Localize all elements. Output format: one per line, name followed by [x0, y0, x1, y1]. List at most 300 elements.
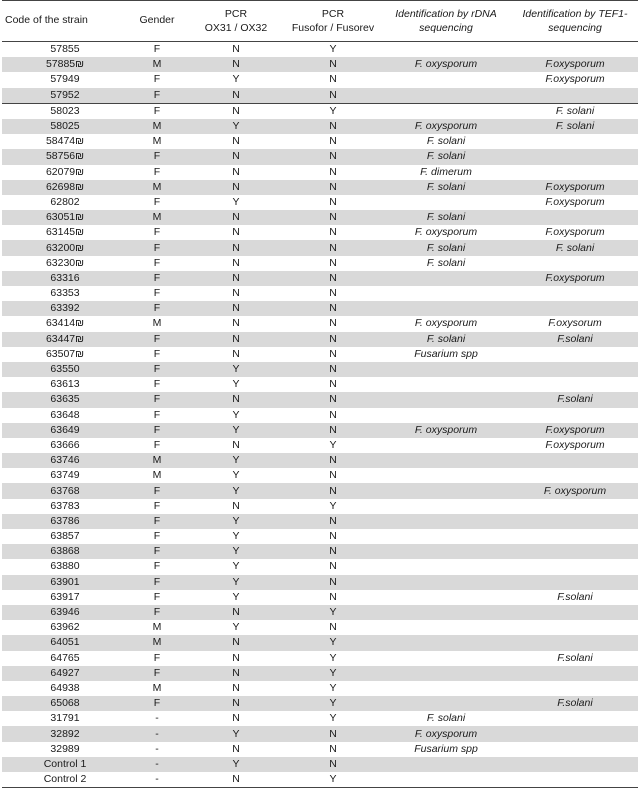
cell-gender: F — [128, 483, 186, 498]
cell-tef1: F.solani — [557, 590, 593, 603]
table-row — [2, 499, 638, 514]
cell-gender: F — [128, 392, 186, 407]
cell-rdna: F. oxysporum — [380, 119, 512, 134]
cell-code: 62802 — [50, 195, 80, 208]
cell-gender: M — [128, 635, 186, 650]
cell-rdna — [380, 88, 512, 104]
cell-pcr-ox: N — [186, 57, 286, 72]
cell-pcr-fuso: Y — [329, 499, 337, 512]
cell-pcr-fuso: Y — [286, 605, 380, 620]
cell-tef1 — [512, 529, 638, 544]
cell-pcr-ox: N — [232, 651, 240, 664]
cell-pcr-ox: N — [232, 135, 240, 148]
cell-pcr-ox: Y — [186, 757, 286, 772]
cell-pcr-ox: N — [186, 301, 286, 316]
cell-rdna — [380, 362, 512, 377]
cell-pcr-ox: Y — [232, 378, 240, 391]
cell-tef1 — [512, 256, 638, 271]
cell-gender: F — [153, 499, 161, 512]
cell-code: 58756₪ — [2, 149, 128, 164]
cell-pcr-ox: N — [186, 271, 286, 286]
cell-pcr-ox: N — [186, 635, 286, 650]
cell-rdna — [380, 620, 512, 635]
cell-gender: F — [128, 696, 186, 711]
cell-gender: F — [128, 240, 186, 255]
cell-rdna: F. solani — [380, 240, 512, 255]
table-row — [2, 423, 638, 438]
cell-tef1 — [512, 165, 638, 180]
cell-pcr-fuso: N — [286, 423, 380, 438]
cell-tef1 — [512, 757, 638, 772]
cell-gender: M — [152, 681, 162, 694]
cell-code: 63962 — [50, 621, 80, 634]
cell-gender: - — [128, 772, 186, 788]
cell-gender: F — [128, 271, 186, 286]
table-row — [2, 483, 638, 498]
cell-pcr-ox: Y — [232, 195, 240, 208]
cell-pcr-fuso: Y — [329, 438, 337, 451]
cell-gender: F — [153, 560, 161, 573]
table-row — [2, 575, 638, 590]
cell-code: 63786 — [2, 514, 128, 529]
cell-gender: F — [153, 73, 161, 86]
cell-pcr-fuso: N — [286, 483, 380, 498]
cell-code: 63447₪ — [2, 332, 128, 347]
cell-gender: F — [153, 408, 161, 421]
cell-rdna — [380, 483, 512, 498]
cell-pcr-fuso: N — [329, 621, 337, 634]
cell-pcr-ox: Y — [232, 621, 240, 634]
cell-pcr-fuso: N — [286, 332, 380, 347]
cell-tef1 — [512, 559, 638, 574]
table-row — [2, 256, 638, 271]
cell-rdna — [380, 635, 512, 650]
table-row — [2, 88, 638, 104]
header-row — [2, 1, 638, 42]
cell-gender: F — [153, 378, 161, 391]
cell-pcr-ox: Y — [232, 530, 240, 543]
cell-gender: - — [155, 712, 159, 725]
cell-pcr-fuso: N — [286, 575, 380, 590]
table-row — [2, 362, 638, 377]
cell-tef1 — [512, 149, 638, 164]
cell-pcr-ox: N — [232, 742, 240, 755]
cell-code: 63649 — [2, 423, 128, 438]
cell-tef1 — [512, 210, 638, 225]
cell-gender: F — [128, 149, 186, 164]
cell-code: 63550 — [2, 362, 128, 377]
cell-pcr-ox: Y — [186, 423, 286, 438]
header-rdna: Identification by rDNA sequencing — [380, 1, 512, 42]
table-row — [2, 286, 638, 301]
cell-pcr-fuso: Y — [329, 712, 337, 725]
cell-pcr-ox: Y — [186, 575, 286, 590]
cell-code: 63746 — [2, 453, 128, 468]
cell-rdna — [380, 103, 512, 119]
table-row — [2, 271, 638, 286]
cell-tef1 — [512, 468, 638, 483]
cell-tef1: F. solani — [512, 240, 638, 255]
cell-rdna — [380, 696, 512, 711]
cell-pcr-fuso: N — [329, 530, 337, 543]
cell-tef1: F.oxysporum — [512, 271, 638, 286]
cell-pcr-fuso: Y — [286, 772, 380, 788]
cell-gender: M — [128, 180, 186, 195]
cell-gender: F — [128, 423, 186, 438]
header-pcr-ox: PCR OX31 / OX32 — [186, 1, 286, 42]
cell-rdna: Fusarium spp — [414, 347, 478, 360]
cell-code: 64765 — [50, 651, 80, 664]
cell-gender: F — [128, 605, 186, 620]
cell-code: 63666 — [50, 438, 80, 451]
table-row — [2, 757, 638, 772]
cell-pcr-fuso: N — [329, 73, 337, 86]
cell-pcr-fuso: N — [329, 135, 337, 148]
cell-rdna — [380, 408, 512, 423]
cell-rdna: F. solani — [380, 332, 512, 347]
cell-pcr-fuso: N — [286, 514, 380, 529]
cell-rdna — [380, 72, 512, 87]
table-row — [2, 605, 638, 620]
table-row — [2, 529, 638, 544]
cell-code: 63635 — [2, 392, 128, 407]
cell-pcr-fuso: N — [329, 742, 337, 755]
cell-gender: F — [128, 666, 186, 681]
table-row — [2, 332, 638, 347]
cell-gender: M — [152, 317, 162, 330]
cell-pcr-ox: N — [186, 605, 286, 620]
cell-pcr-fuso: N — [286, 453, 380, 468]
cell-gender: F — [128, 88, 186, 104]
cell-tef1 — [512, 453, 638, 468]
cell-pcr-ox: N — [186, 180, 286, 195]
cell-gender: F — [153, 256, 161, 269]
cell-tef1 — [512, 134, 638, 149]
cell-pcr-fuso: Y — [329, 651, 337, 664]
cell-gender: M — [128, 119, 186, 134]
cell-rdna: F. oxysporum — [414, 317, 478, 330]
table-row — [2, 392, 638, 407]
cell-code: 63230₪ — [45, 256, 85, 269]
cell-tef1 — [512, 635, 638, 650]
cell-tef1: F. solani — [512, 119, 638, 134]
cell-pcr-ox: Y — [232, 560, 240, 573]
cell-tef1: F.oxysporum — [545, 73, 605, 86]
cell-tef1: F.oxysporum — [512, 423, 638, 438]
cell-code: 63880 — [50, 560, 80, 573]
cell-pcr-ox: N — [186, 696, 286, 711]
cell-code: 63768 — [2, 483, 128, 498]
cell-pcr-fuso: N — [286, 88, 380, 104]
header-tef1: Identification by TEF1- sequencing — [512, 1, 638, 42]
cell-rdna — [380, 605, 512, 620]
cell-tef1 — [512, 575, 638, 590]
cell-rdna — [380, 271, 512, 286]
table-row — [2, 42, 638, 58]
cell-pcr-fuso: N — [286, 544, 380, 559]
cell-pcr-ox: N — [186, 240, 286, 255]
cell-gender: F — [153, 43, 161, 56]
cell-rdna — [380, 301, 512, 316]
cell-code: 57855 — [50, 43, 80, 56]
table-row — [2, 195, 638, 210]
cell-code: 57952 — [2, 88, 128, 104]
cell-gender: M — [152, 621, 162, 634]
cell-pcr-ox: N — [186, 149, 286, 164]
cell-pcr-ox: Y — [232, 469, 240, 482]
strain-table — [2, 0, 638, 788]
cell-gender: F — [128, 332, 186, 347]
cell-pcr-fuso: N — [329, 195, 337, 208]
cell-tef1 — [512, 726, 638, 741]
cell-code: 32989 — [50, 742, 80, 755]
cell-gender: M — [128, 57, 186, 72]
table-row — [2, 347, 638, 362]
cell-tef1: F.oxysporum — [512, 57, 638, 72]
table-row — [2, 377, 638, 392]
cell-pcr-ox: N — [232, 226, 240, 239]
cell-code: 63946 — [2, 605, 128, 620]
cell-code: 31791 — [50, 712, 80, 725]
cell-tef1 — [512, 347, 638, 362]
cell-code: 63145₪ — [45, 226, 85, 239]
cell-code: 58474₪ — [45, 135, 85, 148]
cell-tef1: F.oxysporum — [545, 195, 605, 208]
cell-rdna — [380, 377, 512, 392]
cell-tef1: F.oxysporum — [545, 226, 605, 239]
cell-gender: F — [128, 544, 186, 559]
cell-rdna — [380, 529, 512, 544]
cell-code: 64938 — [50, 681, 80, 694]
cell-pcr-fuso: N — [329, 560, 337, 573]
cell-rdna — [380, 575, 512, 590]
cell-rdna — [380, 42, 512, 58]
table-row — [2, 635, 638, 650]
cell-pcr-fuso: N — [329, 287, 337, 300]
table-row — [2, 240, 638, 255]
cell-code: 63749 — [50, 469, 80, 482]
cell-pcr-fuso: N — [286, 362, 380, 377]
cell-rdna — [380, 559, 512, 574]
table-row — [2, 772, 638, 788]
cell-code: 57949 — [50, 73, 80, 86]
cell-tef1 — [512, 42, 638, 58]
cell-pcr-fuso: N — [329, 347, 337, 360]
cell-rdna — [380, 286, 512, 301]
cell-tef1: F. oxysporum — [512, 483, 638, 498]
cell-pcr-ox: Y — [186, 362, 286, 377]
cell-pcr-fuso: Y — [329, 43, 337, 56]
cell-code: 63783 — [50, 499, 80, 512]
table-row — [2, 57, 638, 72]
table-row — [2, 210, 638, 225]
table-row — [2, 180, 638, 195]
cell-tef1: F.solani — [512, 332, 638, 347]
table-row — [2, 165, 638, 180]
cell-code: 32892 — [2, 726, 128, 741]
table-row — [2, 681, 638, 696]
cell-rdna: F. oxysporum — [380, 57, 512, 72]
cell-gender: - — [155, 742, 159, 755]
cell-rdna: F. solani — [380, 180, 512, 195]
cell-pcr-fuso: Y — [286, 666, 380, 681]
cell-gender: M — [152, 469, 162, 482]
cell-pcr-fuso: N — [286, 301, 380, 316]
cell-pcr-fuso: N — [286, 757, 380, 772]
table-row — [2, 468, 638, 483]
table-row — [2, 726, 638, 741]
cell-rdna — [380, 772, 512, 788]
cell-pcr-ox: N — [232, 681, 240, 694]
cell-rdna — [380, 666, 512, 681]
cell-rdna — [380, 651, 512, 666]
table-row — [2, 119, 638, 134]
cell-rdna — [380, 544, 512, 559]
cell-tef1 — [512, 362, 638, 377]
cell-pcr-ox: N — [232, 43, 240, 56]
cell-tef1: F.oxysorum — [548, 317, 602, 330]
cell-rdna — [380, 453, 512, 468]
cell-code: 62079₪ — [45, 165, 85, 178]
cell-pcr-ox: Y — [232, 408, 240, 421]
cell-pcr-fuso: N — [286, 180, 380, 195]
header-pcr-fuso: PCR Fusofor / Fusorev — [286, 1, 380, 42]
cell-tef1 — [512, 742, 638, 757]
cell-pcr-ox: N — [186, 392, 286, 407]
cell-rdna: F. oxysporum — [380, 726, 512, 741]
cell-gender: M — [128, 453, 186, 468]
cell-gender: F — [128, 301, 186, 316]
cell-tef1 — [512, 544, 638, 559]
cell-rdna — [380, 681, 512, 696]
cell-rdna — [380, 499, 512, 514]
table-row — [2, 134, 638, 149]
cell-rdna — [380, 468, 512, 483]
cell-pcr-ox: N — [232, 347, 240, 360]
cell-pcr-fuso: N — [329, 256, 337, 269]
cell-pcr-ox: N — [232, 165, 240, 178]
cell-pcr-ox: N — [186, 88, 286, 104]
cell-gender: F — [128, 575, 186, 590]
cell-gender: - — [128, 726, 186, 741]
cell-pcr-fuso: N — [286, 240, 380, 255]
cell-pcr-ox: N — [232, 499, 240, 512]
cell-tef1: F.solani — [512, 392, 638, 407]
header-code: Code of the strain — [2, 1, 128, 42]
cell-tef1 — [512, 377, 638, 392]
cell-pcr-fuso: N — [329, 590, 337, 603]
cell-tef1: F.oxysporum — [512, 180, 638, 195]
cell-pcr-fuso: N — [286, 392, 380, 407]
cell-code: 62698₪ — [2, 180, 128, 195]
cell-tef1 — [512, 408, 638, 423]
cell-pcr-fuso: N — [329, 226, 337, 239]
table-row — [2, 149, 638, 164]
cell-pcr-ox: Y — [186, 544, 286, 559]
cell-code: Control 1 — [2, 757, 128, 772]
cell-pcr-fuso: N — [286, 726, 380, 741]
cell-rdna — [380, 590, 512, 605]
cell-gender: F — [153, 195, 161, 208]
cell-pcr-ox: Y — [232, 73, 240, 86]
cell-rdna — [380, 392, 512, 407]
cell-code: 65068 — [2, 696, 128, 711]
table-row — [2, 438, 638, 453]
table-row — [2, 696, 638, 711]
cell-rdna: F. solani — [380, 149, 512, 164]
cell-code: 58023 — [2, 103, 128, 119]
table-row — [2, 651, 638, 666]
cell-pcr-fuso: Y — [329, 681, 337, 694]
cell-gender: F — [153, 651, 161, 664]
cell-code: 63648 — [50, 408, 80, 421]
cell-gender: F — [153, 287, 161, 300]
cell-gender: M — [152, 135, 162, 148]
cell-code: 63613 — [50, 378, 80, 391]
cell-rdna — [380, 514, 512, 529]
cell-pcr-fuso: N — [286, 119, 380, 134]
cell-gender: - — [128, 757, 186, 772]
table-row — [2, 514, 638, 529]
cell-pcr-fuso: N — [286, 210, 380, 225]
cell-rdna — [380, 757, 512, 772]
cell-tef1 — [512, 514, 638, 529]
table-row — [2, 316, 638, 331]
cell-pcr-fuso: N — [329, 408, 337, 421]
cell-pcr-fuso: N — [286, 57, 380, 72]
table-row — [2, 711, 638, 726]
cell-code: 63392 — [2, 301, 128, 316]
cell-pcr-fuso: N — [329, 317, 337, 330]
cell-gender: F — [153, 438, 161, 451]
cell-pcr-ox: Y — [186, 514, 286, 529]
cell-pcr-ox: N — [232, 256, 240, 269]
cell-code: 64927 — [2, 666, 128, 681]
cell-rdna: F. oxysporum — [380, 423, 512, 438]
cell-gender: F — [153, 590, 161, 603]
cell-pcr-ox: N — [186, 666, 286, 681]
cell-pcr-ox: Y — [186, 453, 286, 468]
cell-pcr-fuso: N — [329, 165, 337, 178]
cell-pcr-ox: N — [232, 317, 240, 330]
cell-tef1: F.solani — [557, 651, 593, 664]
cell-rdna — [380, 195, 512, 210]
cell-rdna: F. dimerum — [420, 165, 472, 178]
cell-rdna: F. solani — [426, 712, 466, 725]
cell-tef1: F.oxysporum — [545, 438, 605, 451]
table-row — [2, 620, 638, 635]
cell-pcr-fuso: N — [286, 149, 380, 164]
cell-rdna — [380, 438, 512, 453]
table-row — [2, 72, 638, 87]
cell-tef1 — [512, 681, 638, 696]
cell-pcr-fuso: Y — [286, 696, 380, 711]
cell-pcr-ox: Y — [186, 483, 286, 498]
cell-tef1 — [512, 88, 638, 104]
cell-gender: F — [128, 103, 186, 119]
cell-pcr-ox: N — [186, 103, 286, 119]
cell-code: 64051 — [2, 635, 128, 650]
cell-code: 57885₪ — [2, 57, 128, 72]
header-gender: Gender — [128, 1, 186, 42]
cell-code: 63901 — [2, 575, 128, 590]
cell-pcr-fuso: Y — [286, 103, 380, 119]
cell-pcr-fuso: Y — [286, 635, 380, 650]
cell-pcr-fuso: N — [329, 469, 337, 482]
cell-gender: F — [153, 347, 161, 360]
cell-rdna: F. oxysporum — [414, 226, 478, 239]
cell-code: 63857 — [50, 530, 80, 543]
